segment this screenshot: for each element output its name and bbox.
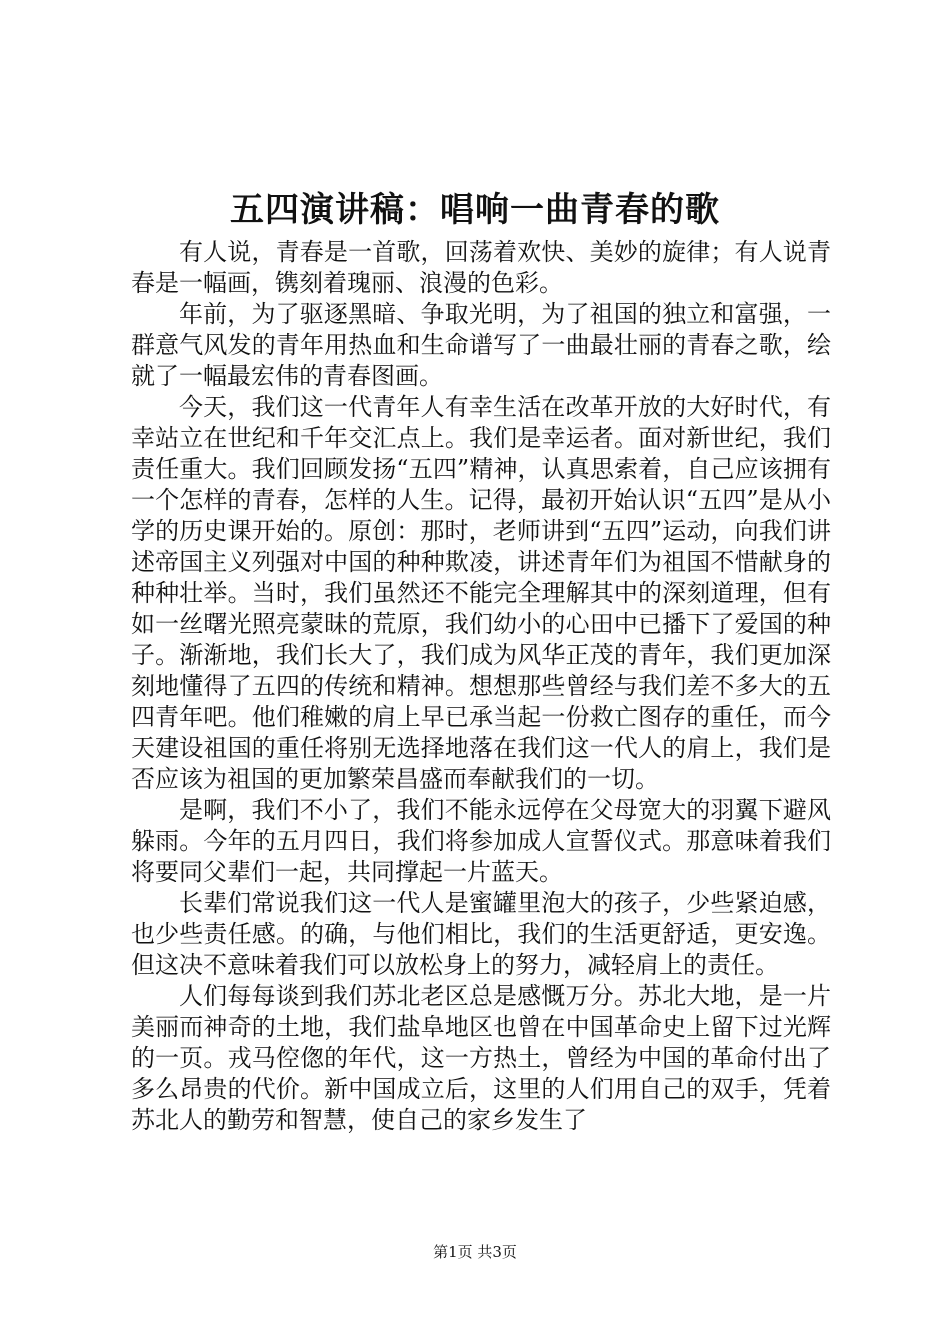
page-number-footer: 第1页 共3页 xyxy=(433,1243,517,1261)
document-title: 五四演讲稿：唱响一曲青春的歌 xyxy=(230,190,720,230)
paragraph: 有人说，青春是一首歌，回荡着欢快、美妙的旋律；有人说青春是一幅画，镌刻着瑰丽、浪漫的色彩。 xyxy=(131,238,831,297)
paragraph: 今天，我们这一代青年人有幸生活在改革开放的大好时代，有幸站立在世纪和千年交汇点上。我们是幸运者。面对新世纪，我们责任重大。我们回顾发扬“五四”精神，认真思索着，自己应该拥有一个怎样的青春，怎样的人生。记得，最初开始认识“五四”是从小学的历史课开始的。原创：那时，老师讲到“五四”运动，向我们讲述帝国主义列强对中国的种种欺凌，讲述青年们为祖国不惜献身的种种壮举。当时，我们虽然还不能完全理解其中的深刻道理，但有如一丝曙光照亮蒙昧的荒原，我们幼小的心田中已播下了爱国的种子。渐渐地，我们长大了，我们成为风华正茂的青年，我们更加深刻地懂得了五四的传统和精神。想想那些曾经与我们差不多大的五四青年吧。他们稚嫩的肩上早已承当起一份救亡图存的重任，而今天建设祖国的重任将别无选择地落在我们这一代人的肩上，我们是否应该为祖国的更加繁荣昌盛而奉献我们的一切。 xyxy=(131,393,831,793)
paragraph: 人们每每谈到我们苏北老区总是感慨万分。苏北大地，是一片美丽而神奇的土地，我们盐阜地区也曾在中国革命史上留下过光辉的一页。戎马倥偬的年代，这一方热土，曾经为中国的革命付出了多么昂贵的代价。新中国成立后，这里的人们用自己的双手，凭着苏北人的勤劳和智慧，使自己的家乡发生了 xyxy=(131,982,831,1134)
paragraph: 年前，为了驱逐黑暗、争取光明，为了祖国的独立和富强，一群意气风发的青年用热血和生命谱写了一曲最壮丽的青春之歌，绘就了一幅最宏伟的青春图画。 xyxy=(131,300,831,390)
paragraph: 是啊，我们不小了，我们不能永远停在父母宽大的羽翼下避风躲雨。今年的五月四日，我们将参加成人宣誓仪式。那意味着我们将要同父辈们一起，共同撑起一片蓝天。 xyxy=(131,796,831,886)
paragraph: 长辈们常说我们这一代人是蜜罐里泡大的孩子，少些紧迫感，也少些责任感。的确，与他们相比，我们的生活更舒适，更安逸。但这决不意味着我们可以放松身上的努力，减轻肩上的责任。 xyxy=(131,889,831,979)
document-body xyxy=(131,237,831,1136)
